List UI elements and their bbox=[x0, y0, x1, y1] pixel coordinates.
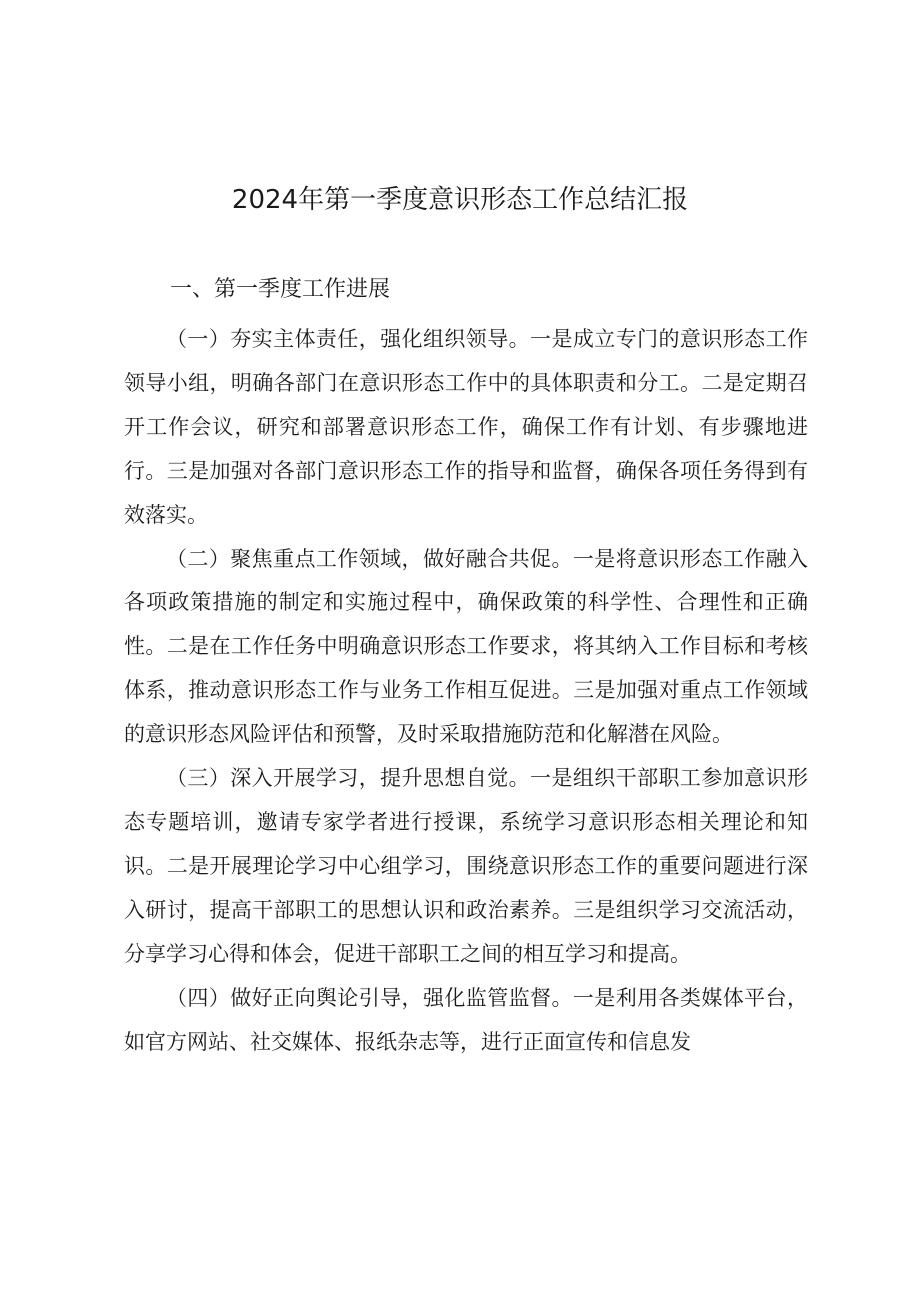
section-body bbox=[124, 318, 808, 1064]
paragraph-3: （三）深入开展学习，提升思想自觉。一是组织干部职工参加意识形态专题培训，邀请专家学者进行授课，系统学习意识形态相关理论和知识。二是开展理论学习中心组学习，围绕意识形态工作的重要问题进行深入研讨，提高干部职工的思想认识和政治素养。三是组织学习交流活动，分享学习心得和体会，促进干部职工之间的相互学习和提高。 bbox=[124, 766, 808, 966]
document-title: 2024年第一季度意识形态工作总结汇报 bbox=[231, 185, 689, 215]
paragraph-2: （二）聚焦重点工作领域，做好融合共促。一是将意识形态工作融入各项政策措施的制定和实施过程中，确保政策的科学性、合理性和正确性。二是在工作任务中明确意识形态工作要求，将其纳入工作目标和考核体系，推动意识形态工作与业务工作相互促进。三是加强对重点工作领域的意识形态风险评估和预警，及时采取措施防范和化解潜在风险。 bbox=[124, 546, 808, 747]
paragraph-4: （四）做好正向舆论引导，强化监管监督。一是利用各类媒体平台，如官方网站、社交媒体、报纸杂志等，进行正面宣传和信息发 bbox=[124, 985, 808, 1054]
paragraph-1: （一）夯实主体责任，强化组织领导。一是成立专门的意识形态工作领导小组，明确各部门在意识形态工作中的具体职责和分工。二是定期召开工作会议，研究和部署意识形态工作，确保工作有计划、有步骤地进行。三是加强对各部门意识形态工作的指导和监督，确保各项任务得到有效落实。 bbox=[124, 327, 808, 527]
section-heading: 一、第一季度工作进展 bbox=[170, 277, 391, 302]
